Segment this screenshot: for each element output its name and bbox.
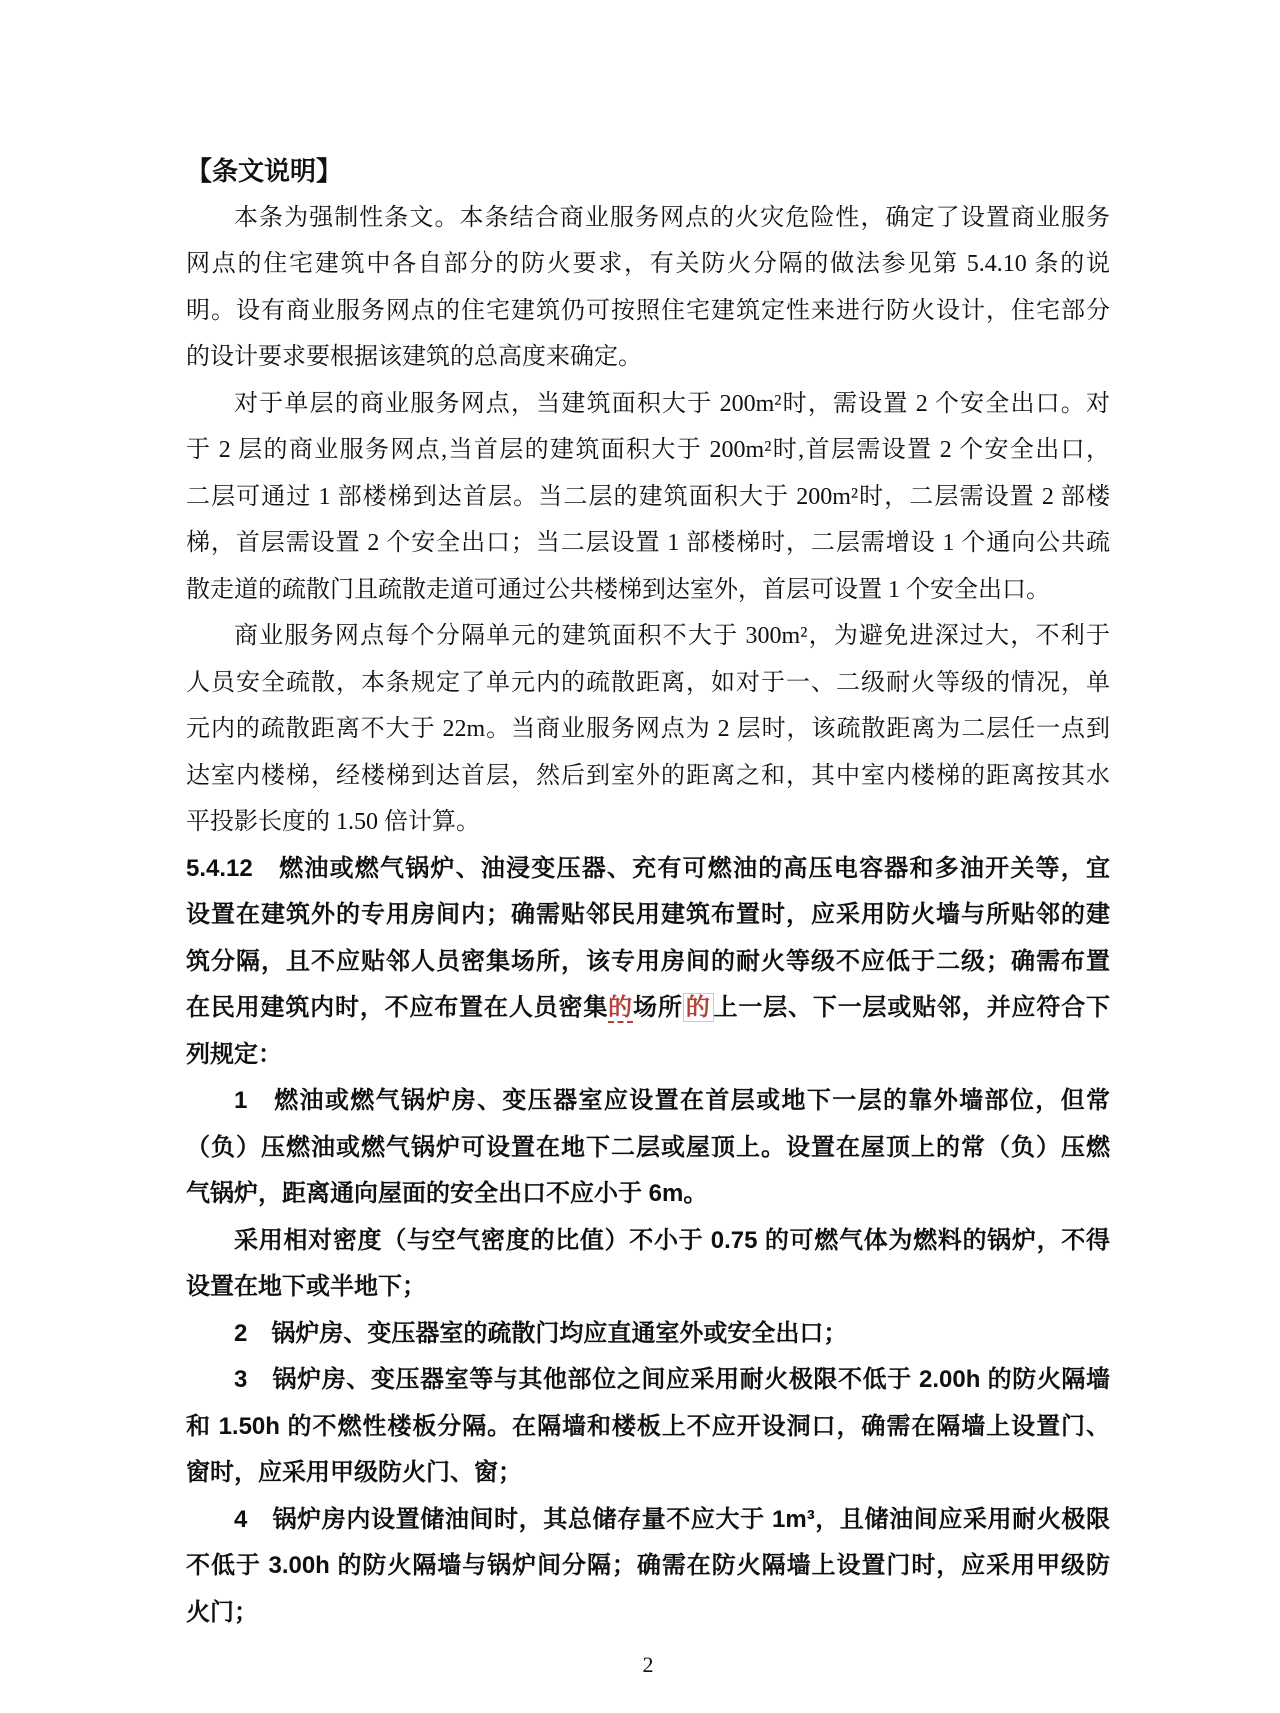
text-line: 网点的住宅建筑中各自部分的防火要求，有关防火分隔的做法参见第 5.4.10 条的说 (186, 251, 1110, 277)
text-line: 于 2 层的商业服务网点,当首层的建筑面积大于 200m²时,首层需设置 2 个安全出口， (186, 437, 1110, 463)
clause-item-4-line: 火门； (186, 1598, 258, 1626)
clause-item-2-line: 2 锅炉房、变压器室的疏散门均应直通室外或安全出口； (234, 1319, 848, 1347)
text-line: 二层可通过 1 部楼梯到达首层。当二层的建筑面积大于 200m²时，二层需设置 2 部楼 (186, 483, 1110, 510)
clause-item-1-line: 设置在地下或半地下； (186, 1273, 426, 1300)
text-line: 的设计要求要根据该建筑的总高度来确定。 (186, 344, 642, 370)
clause-item-4-line: 不低于 3.00h 的防火隔墙与锅炉间分隔；确需在防火隔墙上设置门时，应采用甲级防 (186, 1552, 1110, 1579)
text-line: 明。设有商业服务网点的住宅建筑仍可按照住宅建筑定性来进行防火设计，住宅部分 (186, 297, 1110, 324)
clause-item-1-line: 气锅炉，距离通向屋面的安全出口不应小于 6m。 (186, 1180, 708, 1207)
clause-item-1-line: 1 燃油或燃气锅炉房、变压器室应设置在首层或地下一层的靠外墙部位，但常 (234, 1087, 1110, 1114)
text-block (186, 148, 1110, 1678)
clause-5412-line: 设置在建筑外的专用房间内；确需贴邻民用建筑布置时，应采用防火墙与所贴邻的建 (186, 901, 1110, 928)
text-line: 梯，首层需设置 2 个安全出口；当二层设置 1 部楼梯时，二层需增设 1 个通向公共疏 (186, 530, 1110, 556)
text-line: 达室内楼梯，经楼梯到达首层，然后到室外的距离之和，其中室内楼梯的距离按其水 (186, 762, 1110, 789)
clause-item-3-line: 窗时，应采用甲级防火门、窗； (186, 1459, 522, 1486)
revision-boxed-char: 的 (683, 993, 714, 1022)
text-line: 平投影长度的 1.50 倍计算。 (186, 809, 480, 835)
text-line: 本条为强制性条文。本条结合商业服务网点的火灾危险性，确定了设置商业服务 (234, 204, 1110, 231)
clause-5412-line: 5.4.12 燃油或燃气锅炉、油浸变压器、充有可燃油的高压电容器和多油开关等，宜 (186, 854, 1110, 882)
clause-5412-line: 列规定： (186, 1040, 282, 1068)
clause-text: 上一层、下一层或贴邻，并应符合下 (713, 994, 1110, 1021)
clause-item-3-line: 3 锅炉房、变压器室等与其他部位之间应采用耐火极限不低于 2.00h 的防火隔墙 (234, 1366, 1110, 1393)
clause-5412-line: 筑分隔，且不应贴邻人员密集场所，该专用房间的耐火等级不应低于二级；确需布置 (186, 947, 1110, 975)
page-number: 2 (642, 1652, 654, 1677)
text-line: 对于单层的商业服务网点，当建筑面积大于 200m²时，需设置 2 个安全出口。对 (234, 390, 1110, 417)
revision-inserted-char: 的 (608, 994, 634, 1021)
text-line: 人员安全疏散，本条规定了单元内的疏散距离，如对于一、二级耐火等级的情况，单 (186, 669, 1110, 696)
clause-item-3-line: 和 1.50h 的不燃性楼板分隔。在隔墙和楼板上不应开设洞口，确需在隔墙上设置门、 (186, 1412, 1110, 1440)
clause-item-1-line: （负）压燃油或燃气锅炉可设置在地下二层或屋顶上。设置在屋顶上的常（负）压燃 (186, 1133, 1110, 1161)
section-heading: 【条文说明】 (186, 156, 343, 186)
clause-5412-line-with-revisions (186, 985, 1110, 1032)
clause-text: 场所 (633, 994, 683, 1021)
text-line: 元内的疏散距离不大于 22m。当商业服务网点为 2 层时，该疏散距离为二层任一点到 (186, 716, 1110, 742)
clause-item-1-line: 采用相对密度（与空气密度的比值）不小于 0.75 的可燃气体为燃料的锅炉，不得 (234, 1226, 1110, 1254)
clause-text: 在民用建筑内时，不应布置在人员密集 (186, 994, 609, 1021)
text-line: 散走道的疏散门且疏散走道可通过公共楼梯到达室外，首层可设置 1 个安全出口。 (186, 576, 1050, 603)
text-line: 商业服务网点每个分隔单元的建筑面积不大于 300m²，为避免进深过大，不利于 (234, 623, 1110, 649)
clause-item-4-line: 4 锅炉房内设置储油间时，其总储存量不应大于 1m³，且储油间应采用耐火极限 (234, 1505, 1110, 1533)
